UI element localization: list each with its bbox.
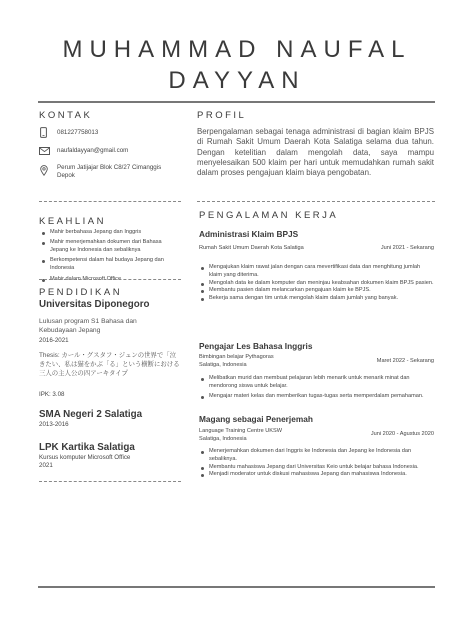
contact-address xyxy=(57,164,177,180)
location-pin-icon xyxy=(40,165,48,176)
address-line-1: Perum Jatijajar Blok C8/27 Cimanggis xyxy=(57,164,162,171)
job-org: Rumah Sakit Umum Daerah Kota Salatiga xyxy=(199,245,304,251)
list-item: Membantu mahasiswa Jepang dari Universitas Keio untuk belajar bahasa Indonesia. xyxy=(199,464,434,472)
job-bullets xyxy=(199,375,434,400)
job-location: Salatiga, Indonesia xyxy=(199,362,247,368)
divider-right-1 xyxy=(197,201,435,202)
pengalaman-title: PENGALAMAN KERJA xyxy=(199,210,339,221)
list-item: Melibatkan murid dan membuat pelajaran lebih menarik untuk menarik minat dan mendorong siswa untuk belajar. xyxy=(199,375,434,391)
school-program: Kursus komputer Microsoft Office xyxy=(39,454,131,461)
job-title: Administrasi Klaim BPJS xyxy=(199,229,299,239)
job-org: Language Training Centre UKSW xyxy=(199,428,283,434)
job-bullets xyxy=(199,448,434,479)
job-dates: Juni 2021 - Sekarang xyxy=(380,245,434,251)
keahlian-list xyxy=(40,229,166,284)
profil-text: Berpengalaman sebagai tenaga administrasi di bagian klaim BPJS di Rumah Sakit Umum Daerah Kota Salatiga selama dua tahun. Dengan ketelitian dalam mengolah data, saya mampu menyelesaikan 500 klaim per hari untuk memudahkan rumah sakit dalam proses pengajuan klaim biaya pengobatan. xyxy=(197,127,434,178)
contact-phone[interactable]: 081227758013 xyxy=(57,129,99,136)
school-name: SMA Negeri 2 Salatiga xyxy=(39,409,143,420)
school-name: Universitas Diponegoro xyxy=(39,299,150,310)
profil-title: PROFIL xyxy=(197,110,247,121)
job-dates: Juni 2020 - Agustus 2020 xyxy=(370,431,434,437)
phone-icon xyxy=(40,127,47,138)
list-item: Mengajar materi kelas dan memberikan tugas-tugas serta memperdalam pemahaman. xyxy=(199,393,434,401)
email-icon xyxy=(39,147,50,155)
job-title: Magang sebagai Penerjemah xyxy=(199,414,313,424)
pendidikan-title: PENDIDIKAN xyxy=(39,287,123,298)
list-item: Mahir menerjemahkan dokumen dari Bahasa Jepang ke Indonesia dan sebaliknya xyxy=(40,239,166,255)
list-item: Mengajukan klaim rawat jalan dengan cara mevertifikasi data dan menghitung jumlah klaim yang diterima. xyxy=(199,264,434,280)
list-item: Mahir berbahasa Jepang dan Inggris xyxy=(40,229,166,237)
kontak-title: KONTAK xyxy=(39,110,93,121)
divider-left-2 xyxy=(39,279,181,280)
school-years: 2016-2021 xyxy=(39,337,69,344)
list-item: Mahir dalam Microsoft Office xyxy=(40,276,166,284)
job-bullets xyxy=(199,264,434,303)
school-name: LPK Kartika Salatiga xyxy=(39,442,135,453)
header-divider xyxy=(38,101,435,103)
address-line-2: Depok xyxy=(57,172,75,180)
divider-left-3 xyxy=(39,481,181,482)
job-org: Bimbingan belajar Pythagoras xyxy=(199,354,274,360)
school-years: 2021 xyxy=(39,462,53,469)
keahlian-title: KEAHLIAN xyxy=(39,216,106,227)
school-ipk: IPK: 3.08 xyxy=(39,391,65,398)
job-location: Salatiga, Indonesia xyxy=(199,436,247,442)
list-item: Bekerja sama dengan tim untuk mengolah klaim dalam jumlah yang banyak. xyxy=(199,295,434,303)
footer-divider xyxy=(38,586,435,588)
contact-email[interactable]: naufaldayyan@gmail.com xyxy=(57,147,129,154)
name-line-2: DAYYAN xyxy=(168,67,306,94)
job-dates: Maret 2022 - Sekarang xyxy=(376,358,434,364)
name-line-1: MUHAMMAD NAUFAL xyxy=(62,36,412,63)
list-item: Menerjemahkan dokumen dari Inggris ke Indonesia dan Jepang ke Indonesia dan sebaliknya. xyxy=(199,448,434,464)
school-years: 2013-2016 xyxy=(39,421,69,428)
school-thesis: Thesis: カール・グスタフ・ジュンの世界で「泣きたい、私は猫をかぶ「る」という横断における三人の主人公の四アーキタイプ xyxy=(39,352,180,377)
list-item: Membantu pasien dalam melancarkan pengajuan klaim ke BPJS. xyxy=(199,287,434,295)
list-item: Berkompetensi dalam hal budaya Jepang dan Indonesia xyxy=(40,257,166,273)
job-title: Pengajar Les Bahasa Inggris xyxy=(199,341,313,351)
list-item: Menjadi moderator untuk diskusi mahasiswa Jepang dan mahasiswa Indonesia. xyxy=(199,471,434,479)
divider-left-1 xyxy=(39,201,181,202)
school-program: Lulusan program S1 Bahasa dan Kebudayaan Jepang xyxy=(39,318,137,334)
list-item: Mengolah data ke dalam komputer dan meninjau keabsahan dokumen klaim BPJS pasien. xyxy=(199,280,434,288)
